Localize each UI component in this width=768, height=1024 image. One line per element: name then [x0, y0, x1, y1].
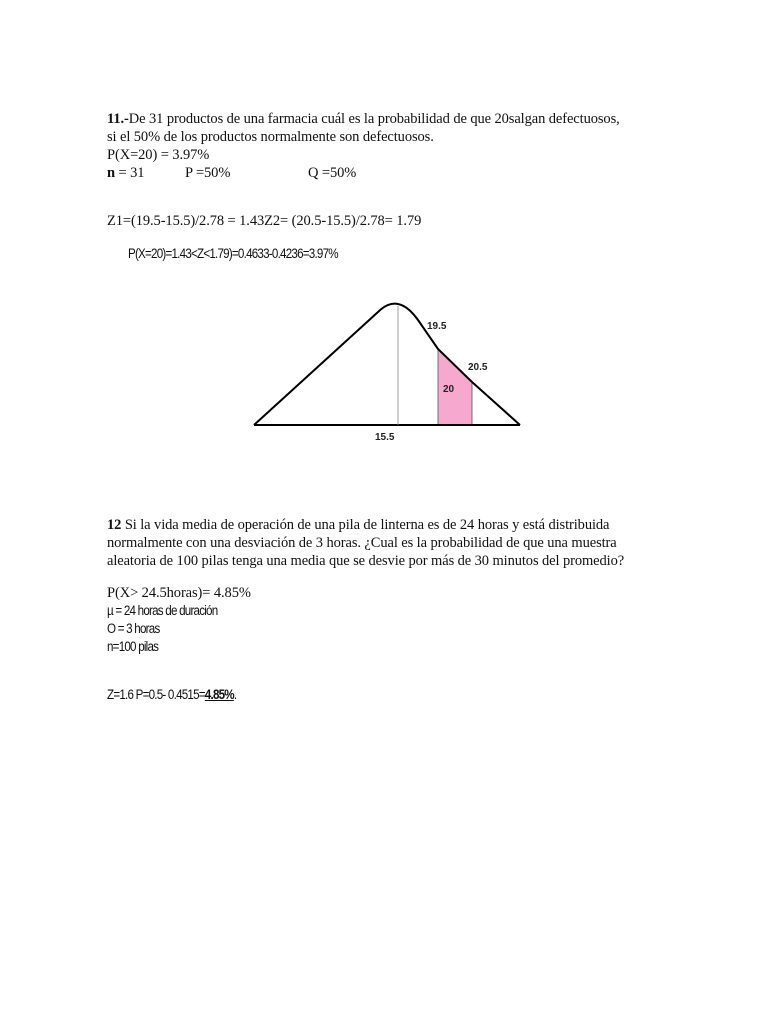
problem-11-question-line-1: 11.-De 31 productos de una farmacia cuál es la probabilidad de que 20salgan defectuosos,: [107, 111, 620, 127]
problem-11-number: 11.-: [107, 111, 129, 127]
label-19-5: 19.5: [427, 321, 447, 332]
problem-11-parameters: [107, 164, 407, 182]
problem-12-question-line-3: aleatoria de 100 pilas tenga una media que se desvie por más de 30 minutos del promedio?: [107, 553, 625, 569]
problem-12-result: P(X> 24.5horas)= 4.85%: [107, 585, 251, 601]
problem-12-sigma: O = 3 horas: [107, 621, 160, 636]
problem-12-answer: 4.85%: [204, 687, 234, 702]
label-15-5: 15.5: [375, 432, 395, 443]
problem-12-question-line-1: 12 Si la vida media de operación de una pila de linterna es de 24 horas y está distribuida: [107, 517, 610, 533]
problem-11-probability: P(X=20)=1.43<Z<1.79)=0.4633-0.4236=3.97%: [128, 246, 338, 261]
label-20: 20: [443, 384, 455, 395]
normal-curve-diagram: [250, 298, 526, 448]
problem-12-answer-line: Z=1.6 P=0.5- 0.4515=4.85%.: [107, 687, 237, 702]
problem-12-sample-size: n=100 pilas: [107, 639, 159, 654]
problem-12-number: 12: [107, 517, 122, 533]
problem-11-z-scores: Z1=(19.5-15.5)/2.78 = 1.43Z2= (20.5-15.5)/2.78= 1.79: [107, 213, 422, 229]
label-20-5: 20.5: [468, 362, 488, 373]
problem-12-question-line-2: normalmente con una desviación de 3 horas. ¿Cual es la probabilidad de que una muestra: [107, 535, 617, 551]
p-value: P =50%: [185, 165, 231, 181]
n-value: = 31: [114, 165, 145, 181]
q-value: Q =50%: [308, 165, 357, 181]
problem-11-question-line-2: si el 50% de los productos normalmente son defectuosos.: [107, 129, 434, 145]
n-label: n: [107, 165, 115, 181]
problem-11-result: P(X=20) = 3.97%: [107, 147, 210, 163]
problem-12-mean: µ = 24 horas de duración: [107, 603, 218, 618]
